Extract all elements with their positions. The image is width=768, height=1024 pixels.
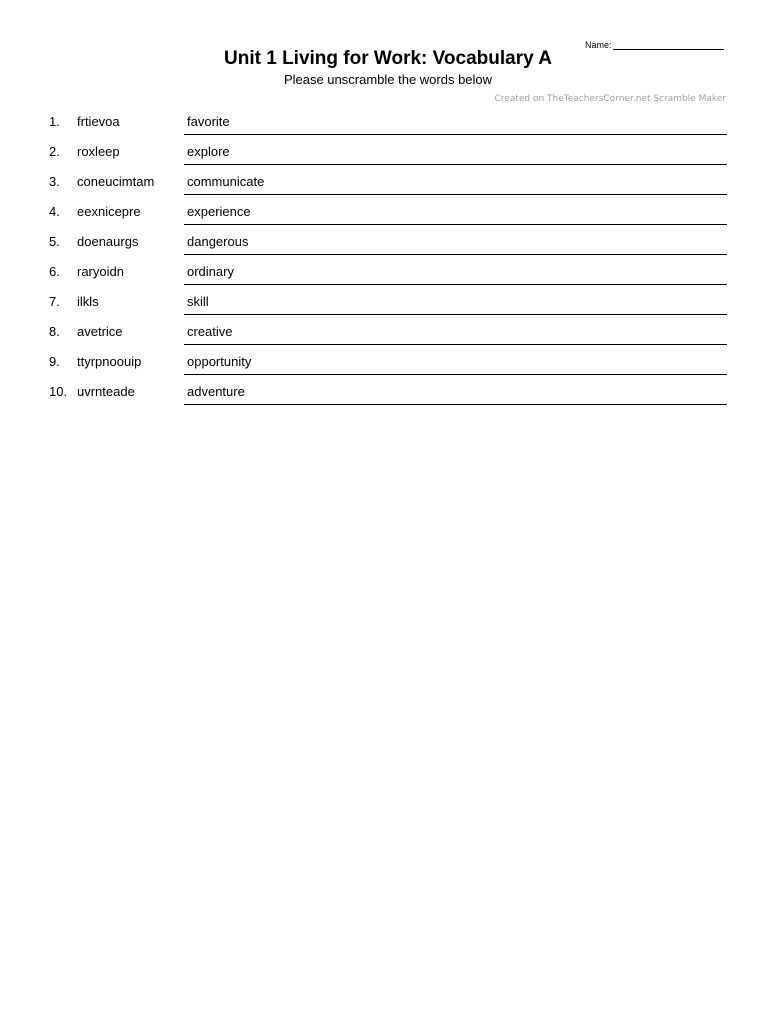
- scrambled-word: coneucimtam: [77, 174, 155, 189]
- answer-line[interactable]: [184, 225, 727, 255]
- scrambled-word: ttyrpnoouip: [77, 354, 142, 369]
- item-number: 5.: [49, 234, 60, 249]
- list-item: [0, 225, 768, 255]
- scrambled-word: roxleep: [77, 144, 120, 159]
- answer-line[interactable]: [184, 375, 727, 405]
- name-label: Name:: [585, 40, 612, 50]
- answer-line[interactable]: [184, 165, 727, 195]
- credit-text: Created on TheTeachersCorner.net Scramble Maker: [494, 94, 726, 104]
- list-item: [0, 135, 768, 165]
- list-item: [0, 315, 768, 345]
- item-number: 3.: [49, 174, 60, 189]
- answer-word: adventure: [187, 384, 245, 399]
- list-item: [0, 345, 768, 375]
- scrambled-word: frtievoa: [77, 114, 120, 129]
- answer-word: dangerous: [187, 234, 249, 249]
- list-item: [0, 375, 768, 405]
- item-number: 2.: [49, 144, 60, 159]
- item-number: 7.: [49, 294, 60, 309]
- word-list: [0, 105, 768, 405]
- list-item: [0, 195, 768, 225]
- item-number: 4.: [49, 204, 60, 219]
- item-number: 10.: [49, 384, 68, 399]
- answer-word: creative: [187, 324, 233, 339]
- scrambled-word: doenaurgs: [77, 234, 139, 249]
- answer-word: experience: [187, 204, 251, 219]
- answer-word: communicate: [187, 174, 265, 189]
- answer-word: skill: [187, 294, 209, 309]
- answer-word: ordinary: [187, 264, 234, 279]
- answer-line[interactable]: [184, 315, 727, 345]
- answer-word: opportunity: [187, 354, 252, 369]
- list-item: [0, 255, 768, 285]
- list-item: [0, 285, 768, 315]
- item-number: 9.: [49, 354, 60, 369]
- answer-line[interactable]: [184, 135, 727, 165]
- item-number: 1.: [49, 114, 60, 129]
- answer-line[interactable]: [184, 345, 727, 375]
- item-number: 8.: [49, 324, 60, 339]
- instructions: Please unscramble the words below: [283, 72, 493, 87]
- scrambled-word: raryoidn: [77, 264, 124, 279]
- answer-line[interactable]: [184, 105, 727, 135]
- scrambled-word: uvrnteade: [77, 384, 135, 399]
- answer-word: explore: [187, 144, 230, 159]
- answer-word: favorite: [187, 114, 230, 129]
- answer-line[interactable]: [184, 195, 727, 225]
- scrambled-word: eexnicepre: [77, 204, 141, 219]
- answer-line[interactable]: [184, 255, 727, 285]
- list-item: [0, 105, 768, 135]
- scrambled-word: avetrice: [77, 324, 123, 339]
- item-number: 6.: [49, 264, 60, 279]
- page-title: Unit 1 Living for Work: Vocabulary A: [224, 48, 552, 69]
- answer-line[interactable]: [184, 285, 727, 315]
- list-item: [0, 165, 768, 195]
- scrambled-word: ilkls: [77, 294, 99, 309]
